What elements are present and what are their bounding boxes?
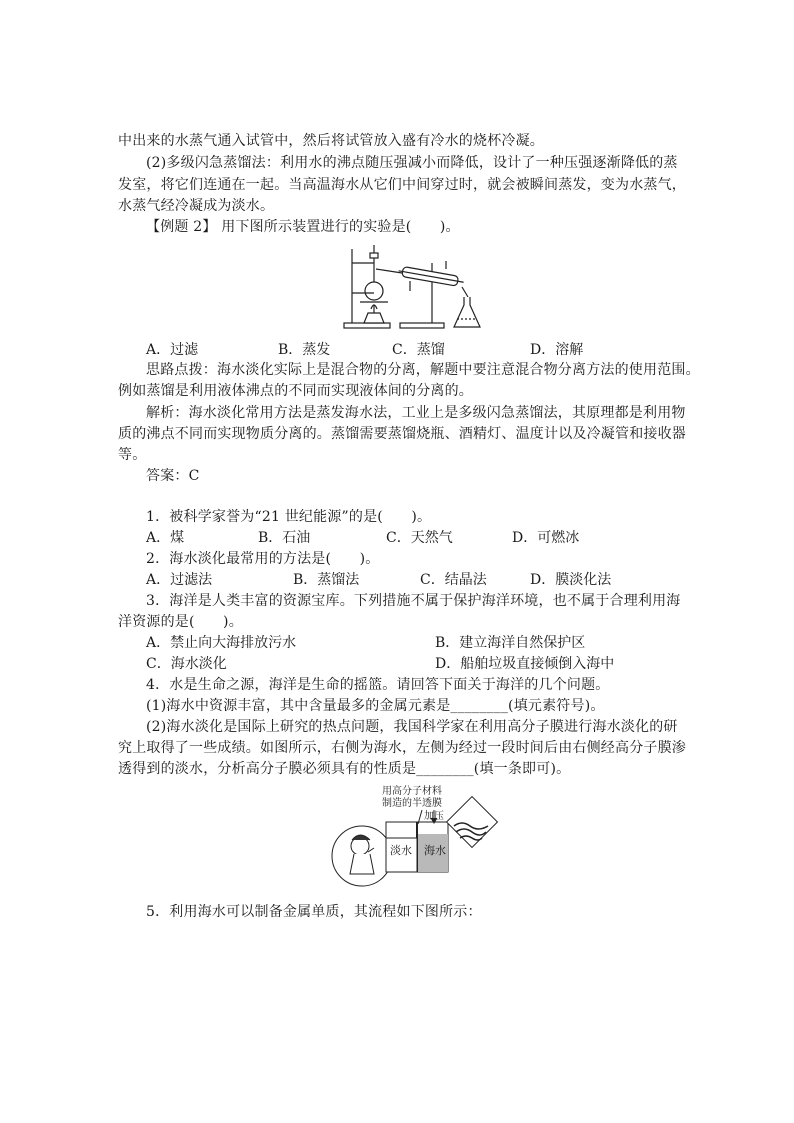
hint-line: 例如蒸馏是利用液体沸点的不同而实现液体间的分离的。 bbox=[118, 383, 473, 399]
text-line: 发室，将它们连通在一起。当高温海水从它们中间穿过时，就会被瞬间蒸发，变为水蒸气， bbox=[118, 177, 686, 193]
question-4-sub-2-cont: 透得到的淡水，分析高分子膜必须具有的性质是________(填一条即可)。 bbox=[118, 761, 571, 777]
question-3-stem-cont: 洋资源的是( )。 bbox=[118, 614, 243, 630]
option-d: D．溶解 bbox=[530, 342, 584, 358]
q3-option-b: B．建立海洋自然保护区 bbox=[435, 635, 586, 651]
pressure-label: 加压 bbox=[424, 811, 444, 822]
membrane-label: 制造的半透膜 bbox=[382, 798, 442, 809]
membrane-desalination-figure bbox=[330, 782, 500, 892]
option-b: B．蒸发 bbox=[278, 342, 331, 358]
question-4-sub-2-cont: 究上取得了一些成绩。如图所示，右侧为海水，左侧为经过一段时间后由右侧经高分子膜渗 bbox=[118, 740, 686, 756]
fresh-water-label: 淡水 bbox=[390, 844, 412, 857]
example-2-stem: 【例题 2】 用下图所示装置进行的实验是( )。 bbox=[146, 219, 460, 235]
q2-option-b: B．蒸馏法 bbox=[293, 572, 360, 588]
analysis-line: 质的沸点不同而实现物质分离的。蒸馏需要蒸馏烧瓶、酒精灯、温度计以及冷凝管和接收器 bbox=[118, 426, 686, 442]
text-line: 水蒸气经冷凝成为淡水。 bbox=[118, 198, 275, 214]
q1-option-a: A．煤 bbox=[146, 530, 185, 546]
text-line: (2)多级闪急蒸馏法：利用水的沸点随压强减小而降低，设计了一种压强逐渐降低的蒸 bbox=[146, 155, 678, 171]
q2-option-c: C．结晶法 bbox=[420, 572, 487, 588]
analysis-line: 等。 bbox=[118, 447, 147, 463]
question-5-stem: 5．利用海水可以制备金属单质，其流程如下图所示： bbox=[146, 904, 482, 920]
question-4-stem: 4．水是生命之源，海洋是生命的摇篮。请回答下面关于海洋的几个问题。 bbox=[146, 677, 610, 693]
question-4-sub-1: (1)海水中资源丰富，其中含量最多的金属元素是________(填元素符号)。 bbox=[146, 698, 605, 714]
analysis-line: 解析：海水淡化常用方法是蒸发海水法，工业上是多级闪急蒸馏法，其原理都是利用物 bbox=[146, 405, 686, 421]
distillation-apparatus-figure bbox=[340, 243, 490, 335]
sea-water-label: 海水 bbox=[424, 844, 446, 857]
q2-option-a: A．过滤法 bbox=[146, 572, 213, 588]
question-2-stem: 2．海水淡化最常用的方法是( )。 bbox=[146, 551, 380, 567]
question-4-sub-2: (2)海水淡化是国际上研究的热点问题，我国科学家在利用高分子膜进行海水淡化的研 bbox=[146, 719, 678, 735]
option-c: C．蒸馏 bbox=[392, 342, 445, 358]
membrane-label: 用高分子材料 bbox=[382, 786, 442, 797]
q1-option-b: B．石油 bbox=[258, 530, 311, 546]
q3-option-c: C．海水淡化 bbox=[146, 656, 227, 672]
question-3-stem: 3．海洋是人类丰富的资源宝库。下列措施不属于保护海洋环境，也不属于合理利用海 bbox=[146, 593, 681, 609]
q1-option-c: C．天然气 bbox=[386, 530, 453, 546]
text-line: 中出来的水蒸气通入试管中，然后将试管放入盛有冷水的烧杯冷凝。 bbox=[118, 133, 544, 149]
option-a: A．过滤 bbox=[146, 342, 199, 358]
q3-option-d: D．船舶垃圾直接倾倒入海中 bbox=[435, 656, 615, 672]
question-1-stem: 1．被科学家誉为“21 世纪能源”的是( )。 bbox=[146, 509, 432, 525]
answer-line: 答案：C bbox=[146, 468, 200, 484]
q1-option-d: D．可燃冰 bbox=[512, 530, 580, 546]
q2-option-d: D．膜淡化法 bbox=[530, 572, 612, 588]
hint-line: 思路点拨：海水淡化实际上是混合物的分离，解题中要注意混合物分离方法的使用范围。 bbox=[146, 362, 700, 378]
q3-option-a: A．禁止向大海排放污水 bbox=[146, 635, 297, 651]
